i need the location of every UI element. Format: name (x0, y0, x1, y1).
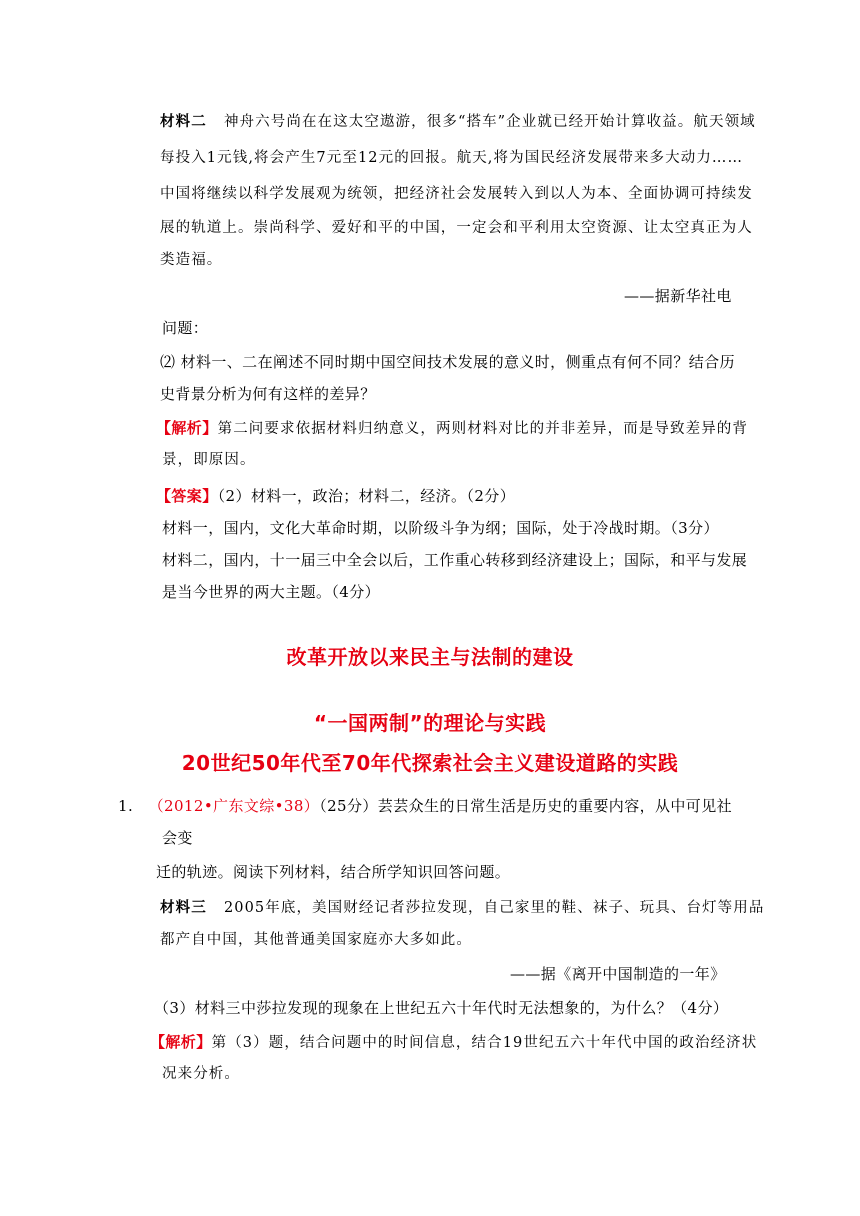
question2-line-1: ⑵ 材料一、二在阐述不同时期中国空间技术发展的意义时，侧重点有何不同？结合历 (160, 353, 735, 371)
q1-text-1: （25分）芸芸众生的日常生活是历史的重要内容，从中可见社 (319, 797, 732, 815)
question3: （3）材料三中莎拉发现的现象在上世纪五六十年代时无法想象的，为什么？（4分） (154, 999, 729, 1017)
material2-line-4: 展的轨道上。崇尚科学、爱好和平的中国，一定会和平利用太空资源、让太空真正为人 (160, 220, 753, 236)
q1-line-3: 迁的轨迹。阅读下列材料，结合所学知识回答问题。 (156, 863, 511, 881)
answer1-line-1 (156, 486, 515, 506)
answer1-line-4: 是当今世界的两大主题。（4分） (162, 583, 381, 601)
material3-text-1: 2005年底，美国财经记者莎拉发现，自己家里的鞋、袜子、玩具、台灯等用品 (223, 900, 765, 916)
material2-label: 材料二 (160, 113, 207, 130)
material2-line-1 (160, 112, 756, 132)
section-heading-2: “一国两制”的理论与实践 (313, 711, 547, 735)
q1-source: （2012•广东文综•38） (148, 797, 320, 815)
q1-line-2: 会变 (162, 829, 193, 847)
material3-line-1 (160, 898, 764, 918)
analysis1-tag: 【解析】 (156, 419, 218, 437)
material2-text-1: 神舟六号尚在在这太空遨游，很多“搭车”企业就已经开始计算收益。航天领域 (223, 114, 756, 130)
material3-label: 材料三 (160, 899, 207, 916)
analysis2-line-1 (150, 1032, 757, 1053)
material2-line-5: 类造福。 (160, 252, 223, 268)
answer1-line-3: 材料二，国内，十一届三中全会以后，工作重心转移到经济建设上；国际，和平与发展 (162, 551, 748, 569)
answer1-text-1: （2）材料一，政治；材料二，经济。（2分） (217, 487, 516, 505)
q1-line-1 (118, 796, 732, 816)
material2-source: ——据新华社电 (624, 287, 732, 305)
q1-number: 1. (118, 797, 134, 815)
section-heading-3: 20世纪50年代至70年代探索社会主义建设道路的实践 (181, 751, 679, 775)
material2-line-2: 每投入1元钱,将会产生7元至12元的回报。航天,将为国民经济发展带来多大动力…… (160, 150, 744, 166)
analysis1-line-2: 景，即原因。 (162, 452, 256, 468)
answer1-tag: 【答案】 (156, 487, 218, 505)
analysis1-text-1: 第二问要求依据材料归纳意义，两则材料对比的并非差异，而是导致差异的背 (217, 421, 749, 437)
question2-line-2: 史背景分析为何有这样的差异？ (160, 385, 376, 403)
analysis2-tag: 【解析】 (150, 1033, 212, 1051)
section-heading-1: 改革开放以来民主与法制的建设 (286, 645, 574, 669)
analysis2-line-2: 况来分析。 (162, 1066, 240, 1082)
answer1-line-2: 材料一，国内，文化大革命时期，以阶级斗争为纲；国际，处于冷战时期。（3分） (162, 519, 719, 537)
material3-line-2: 都产自中国，其他普通美国家庭亦大多如此。 (160, 932, 472, 948)
material2-line-3: 中国将继续以科学发展观为统领，把经济社会发展转入到以人为本、全面协调可持续发 (160, 186, 753, 202)
analysis1-line-1 (156, 418, 748, 439)
analysis2-text-1: 第（3）题，结合问题中的时间信息，结合19世纪五六十年代中国的政治经济状 (211, 1035, 758, 1051)
material3-source: ——据《离开中国制造的一年》 (510, 965, 726, 983)
question-label: 问题： (162, 319, 209, 337)
